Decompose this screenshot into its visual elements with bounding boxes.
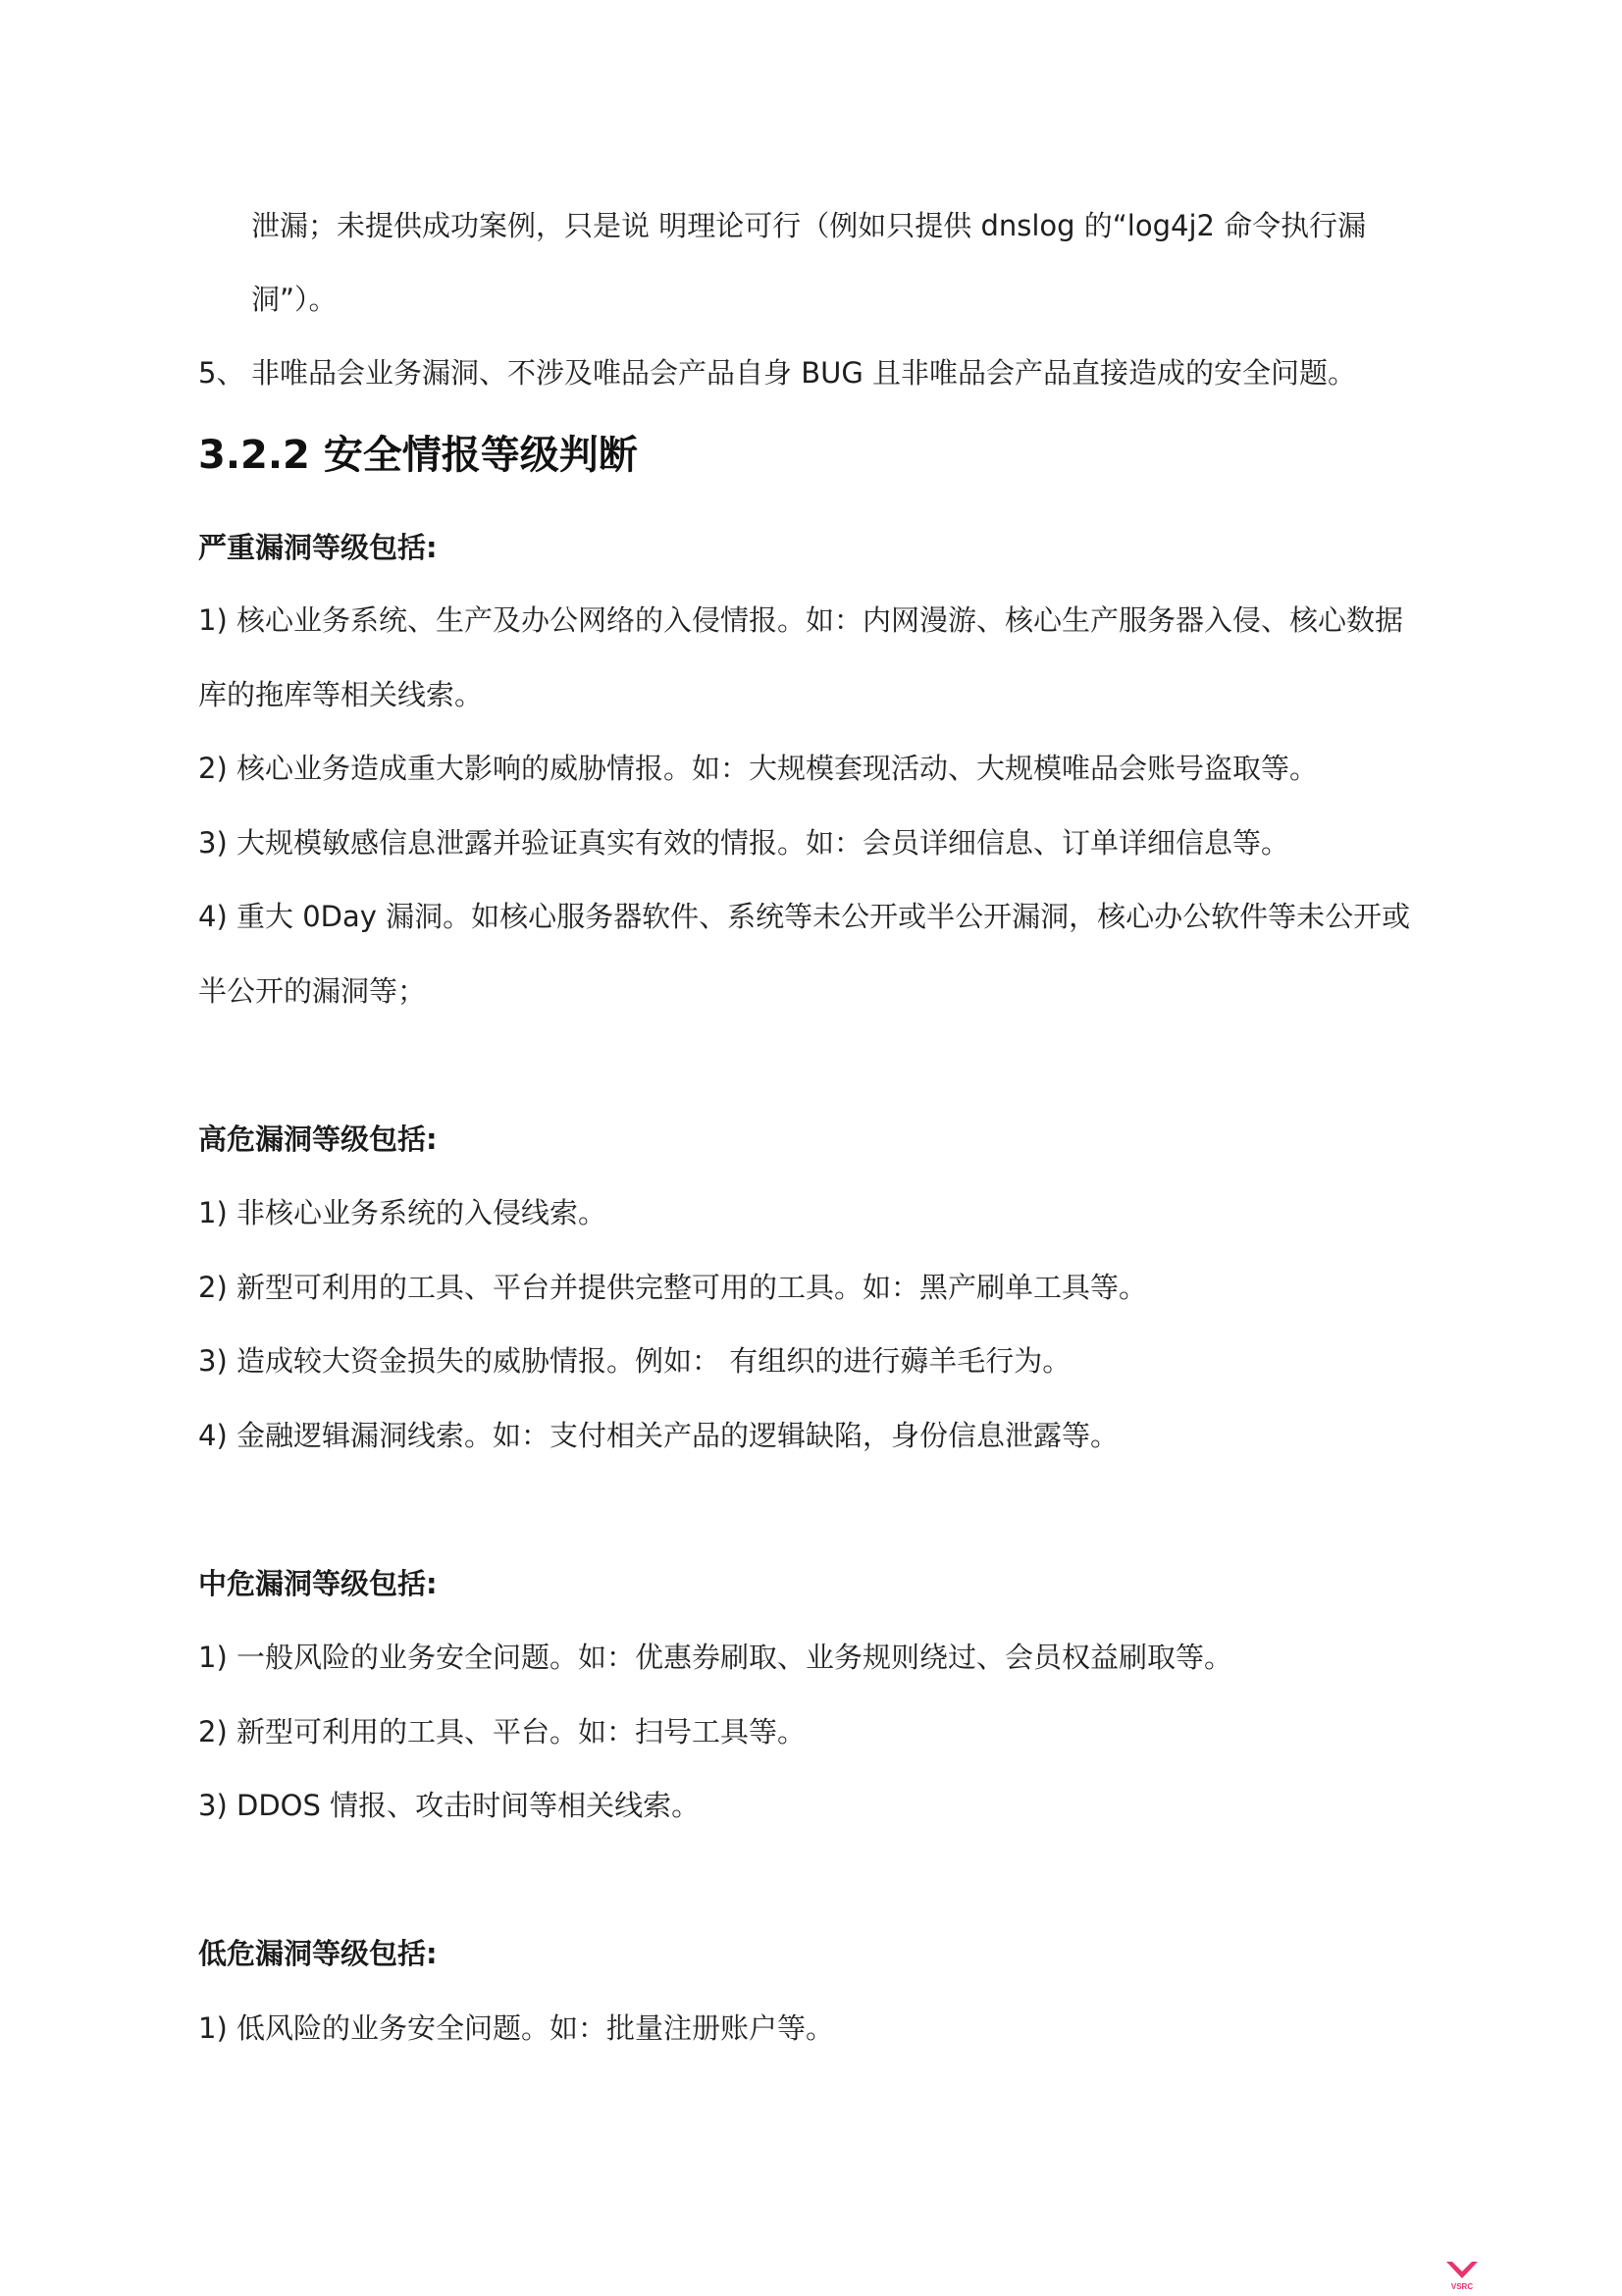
medium-item: 2) 新型可利用的工具、平台。如：扫号工具等。 — [198, 1715, 806, 1748]
critical-heading: 严重漏洞等级包括: — [198, 531, 438, 564]
low-heading: 低危漏洞等级包括: — [198, 1937, 438, 1970]
item-5-text: 非唯品会业务漏洞、不涉及唯品会产品自身 BUG 且非唯品会产品直接造成的安全问题。 — [251, 356, 1357, 390]
intro-line-2: 洞”）。 — [251, 283, 338, 316]
item-5-number: 5、 — [198, 356, 245, 390]
low-item: 1) 低风险的业务安全问题。如：批量注册账户等。 — [198, 2011, 834, 2045]
svg-text:VSRC: VSRC — [1450, 2282, 1474, 2291]
section-title: 3.2.2 安全情报等级判断 — [198, 433, 638, 478]
critical-item: 4) 重大 0Day 漏洞。如核心服务器软件、系统等未公开或半公开漏洞，核心办公软件等未公开或 — [198, 900, 1411, 933]
vsrc-logo-icon — [1442, 2259, 1482, 2292]
high-item: 1) 非核心业务系统的入侵线索。 — [198, 1196, 606, 1229]
critical-item: 半公开的漏洞等； — [198, 974, 427, 1008]
intro-line-1: 泄漏；未提供成功案例，只是说 明理论可行（例如只提供 dnslog 的“log4j2 命令执行漏 — [251, 209, 1367, 242]
medium-item: 1) 一般风险的业务安全问题。如：优惠券刷取、业务规则绕过、会员权益刷取等。 — [198, 1641, 1232, 1674]
critical-item: 1) 核心业务系统、生产及办公网络的入侵情报。如：内网漫游、核心生产服务器入侵、核心数据 — [198, 603, 1403, 637]
medium-item: 3) DDOS 情报、攻击时间等相关线索。 — [198, 1789, 701, 1822]
high-item: 4) 金融逻辑漏洞线索。如：支付相关产品的逻辑缺陷，身份信息泄露等。 — [198, 1419, 1119, 1452]
high-heading: 高危漏洞等级包括: — [198, 1122, 438, 1156]
critical-item: 3) 大规模敏感信息泄露并验证真实有效的情报。如：会员详细信息、订单详细信息等。 — [198, 826, 1289, 860]
critical-item: 2) 核心业务造成重大影响的威胁情报。如：大规模套现活动、大规模唯品会账号盗取等。 — [198, 752, 1318, 785]
high-item: 3) 造成较大资金损失的威胁情报。例如： 有组织的进行薅羊毛行为。 — [198, 1344, 1072, 1378]
high-item: 2) 新型可利用的工具、平台并提供完整可用的工具。如：黑产刷单工具等。 — [198, 1271, 1147, 1304]
critical-item: 库的拖库等相关线索。 — [198, 678, 484, 711]
medium-heading: 中危漏洞等级包括: — [198, 1567, 438, 1600]
